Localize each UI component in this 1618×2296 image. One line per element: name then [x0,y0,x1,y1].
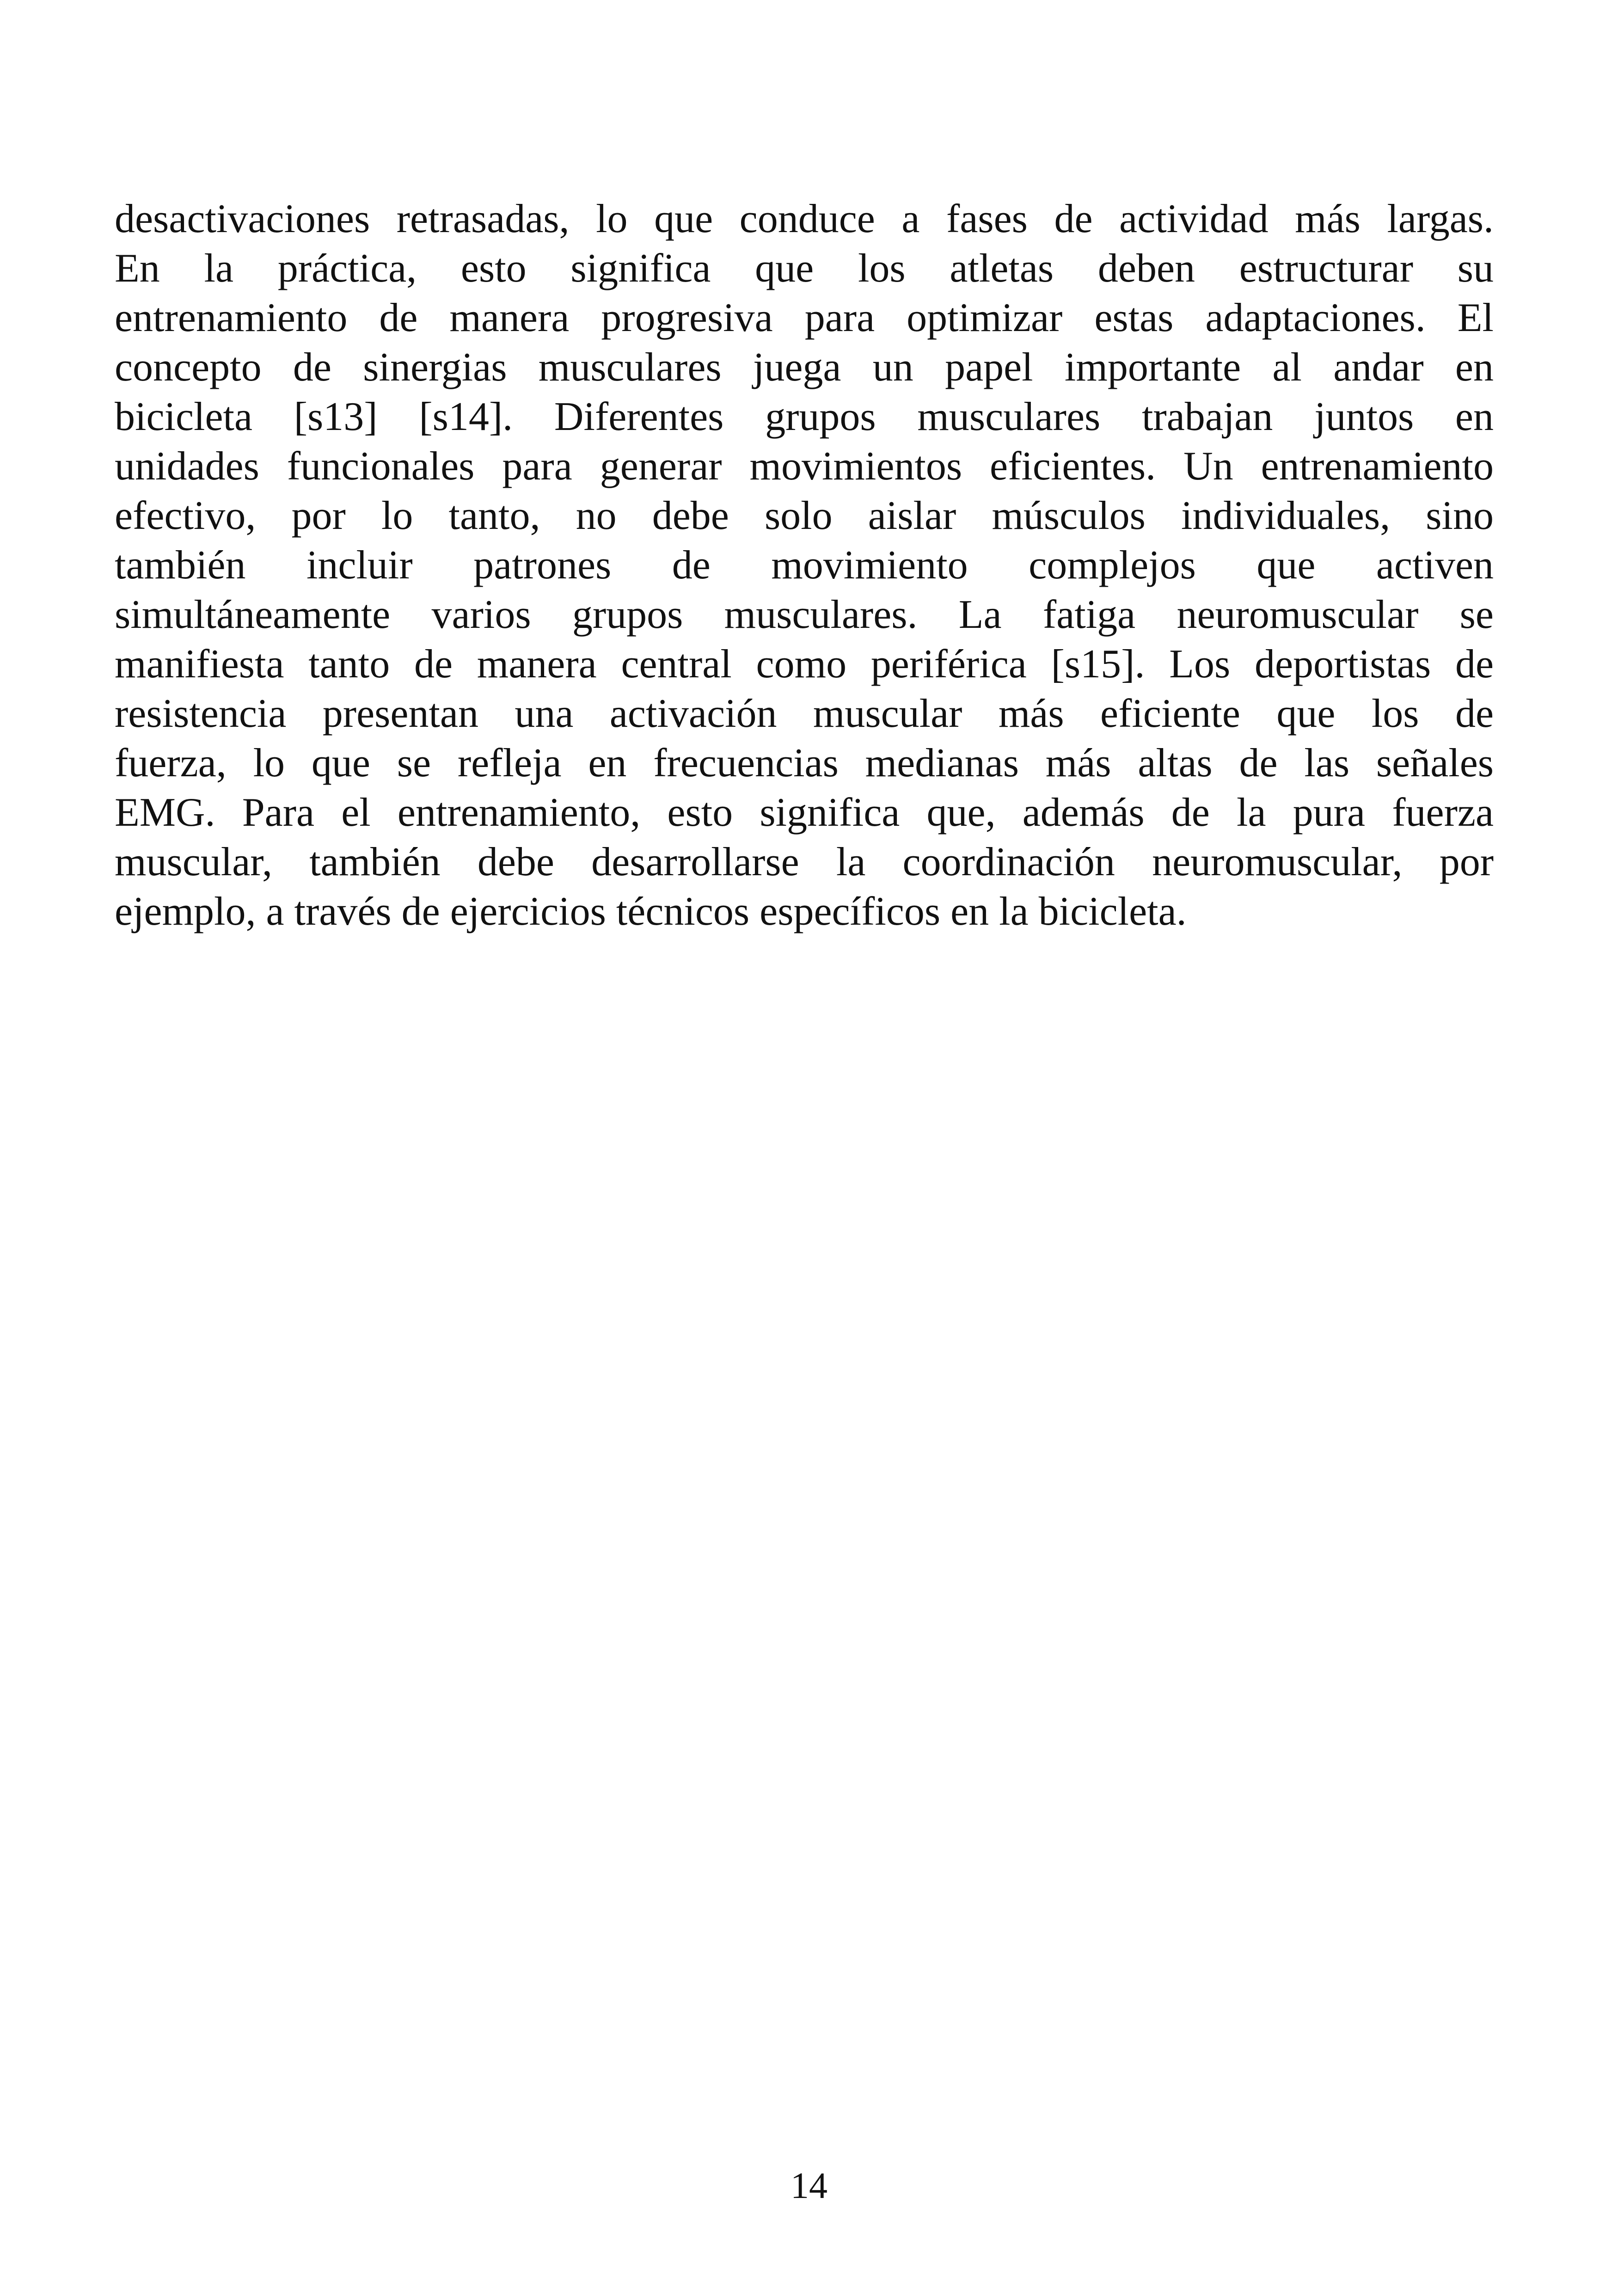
paragraph-line: resistencia presentan una activación muscular más eficiente que los de [115,691,1494,736]
paragraph-line: entrenamiento de manera progresiva para optimizar estas adaptaciones. El [115,295,1494,340]
paragraph-line: efectivo, por lo tanto, no debe solo aislar músculos individuales, sino [115,493,1494,538]
paragraph-line: también incluir patrones de movimiento complejos que activen [115,543,1494,588]
paragraph-line: bicicleta [s13] [s14]. Diferentes grupos musculares trabajan juntos en [115,394,1494,439]
paragraph-line: simultáneamente varios grupos musculares. La fatiga neuromuscular se [115,592,1494,637]
paragraph-line: unidades funcionales para generar movimientos eficientes. Un entrenamiento [115,444,1494,489]
paragraph-line: ejemplo, a través de ejercicios técnicos específicos en la bicicleta. [115,889,1187,934]
page-number: 14 [791,2166,827,2206]
paragraph-line: muscular, también debe desarrollarse la coordinación neuromuscular, por [115,840,1494,884]
paragraph-line: manifiesta tanto de manera central como periférica [s15]. Los deportistas de [115,642,1494,687]
paragraph-line: concepto de sinergias musculares juega un papel importante al andar en [115,345,1494,390]
paragraph-line: En la práctica, esto significa que los atletas deben estructurar su [115,246,1494,291]
paragraph-line: EMG. Para el entrenamiento, esto significa que, además de la pura fuerza [115,790,1494,835]
body-paragraph [115,194,1494,936]
paragraph-line: fuerza, lo que se refleja en frecuencias medianas más altas de las señales [115,741,1494,786]
paragraph-line: desactivaciones retrasadas, lo que conduce a fases de actividad más largas. [115,196,1494,241]
